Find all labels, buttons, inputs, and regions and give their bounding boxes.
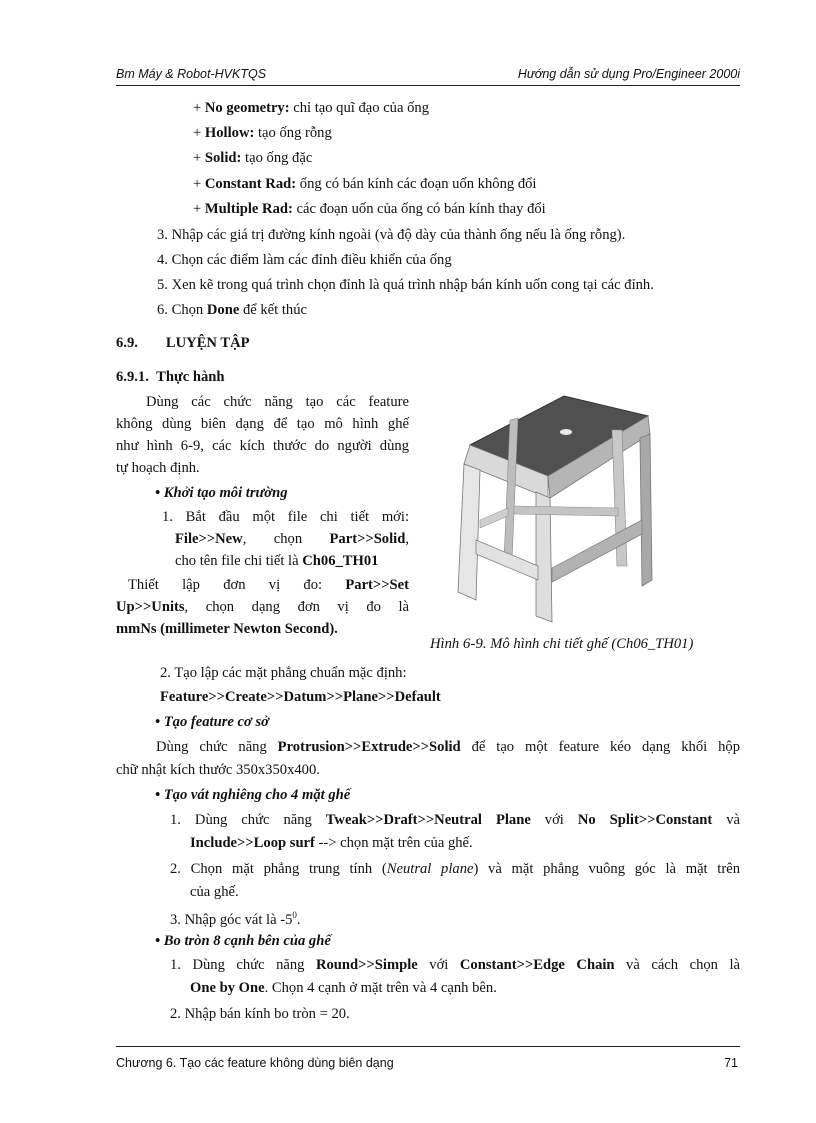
step-5: 5. Xen kẽ trong quá trình chọn đỉnh là quá trình nhập bán kính uốn cong tại các đỉnh. [157,277,654,293]
env-line: File>>New, chọn Part>>Solid, [175,531,409,547]
draft-step: 1. Dùng chức năng Tweak>>Draft>>Neutral Plane với No Split>>Constant và [170,812,740,828]
datum-command: Feature>>Create>>Datum>>Plane>>Default [160,689,441,705]
page-number: 71 [724,1056,738,1070]
option-item: + Solid: tạo ống đặc [193,150,313,166]
env-units: Thiết lập đơn vị đo: Part>>Set [128,577,409,593]
base-heading: • Tạo feature cơ sở [155,714,270,730]
draft-step: của ghế. [190,884,239,900]
option-item: + Hollow: tạo ống rỗng [193,125,332,141]
draft-step: Include>>Loop surf --> chọn mặt trên của ghế. [190,835,473,851]
datum-line: 2. Tạo lập các mặt phẳng chuẩn mặc định: [160,665,407,681]
draft-step: 2. Chọn mặt phẳng trung tính (Neutral plane) và mặt phẳng vuông góc là mặt trên [170,861,740,877]
draft-step: 3. Nhập góc vát là $-5^0$. [170,910,301,928]
stool-figure [452,390,662,626]
env-units: Up>>Units, chọn dạng đơn vị đo là [116,599,409,615]
page-footer [116,1046,740,1071]
step-3: 3. Nhập các giá trị đường kính ngoài (và độ dày của thành ống nếu là ống rỗng). [157,227,626,243]
env-units: mmNs (millimeter Newton Second). [116,621,338,637]
figure-caption: Hình 6-9. Mô hình chi tiết ghế (Ch06_TH01) [430,636,694,652]
option-item: + Multiple Rad: các đoạn uốn của ống có bán kính thay đổi [193,201,546,217]
base-line: Dùng chức năng Protrusion>>Extrude>>Solid để tạo một feature kéo dạng khối hộp [156,739,740,755]
round-step: 1. Dùng chức năng Round>>Simple với Constant>>Edge Chain và cách chọn là [170,957,741,973]
env-line: cho tên file chi tiết là Ch06_TH01 [175,553,379,569]
env-line: 1. Bắt đầu một file chi tiết mới: [162,509,409,525]
step-4: 4. Chọn các điểm làm các đỉnh điều khiển của ống [157,252,452,268]
intro-line: không dùng biên dạng để tạo mô hình ghế [116,416,409,432]
option-item: + Constant Rad: ống có bán kính các đoạn uốn không đổi [193,176,537,192]
round-step: One by One. Chọn 4 cạnh ở mặt trên và 4 cạnh bên. [190,980,497,996]
round-heading: • Bo tròn 8 cạnh bên của ghế [155,933,331,949]
round-step: 2. Nhập bán kính bo tròn = 20. [170,1006,350,1022]
intro-line: tự hoạch định. [116,460,200,476]
section-heading: 6.9. LUYỆN TẬP [116,335,250,351]
header-left: Bm Máy & Robot-HVKTQS [116,67,267,81]
base-line: chữ nhật kích thước 350x350x400. [116,762,320,778]
intro-line: như hình 6-9, các kích thước do người dùng [116,438,409,454]
footer-chapter: Chương 6. Tạo các feature không dùng biên dạng [116,1056,394,1070]
page-header [116,63,740,86]
draft-heading: • Tạo vát nghiêng cho 4 mặt ghế [155,787,351,803]
option-item: + No geometry: chỉ tạo quĩ đạo của ống [193,100,429,116]
step-6: 6. Chọn Done để kết thúc [157,302,307,318]
subsection-heading: 6.9.1. Thực hành [116,369,225,385]
intro-line: Dùng các chức năng tạo các feature [146,394,409,410]
header-right: Hướng dẫn sử dụng Pro/Engineer 2000i [517,67,740,81]
env-heading: • Khởi tạo môi trường [155,485,288,501]
